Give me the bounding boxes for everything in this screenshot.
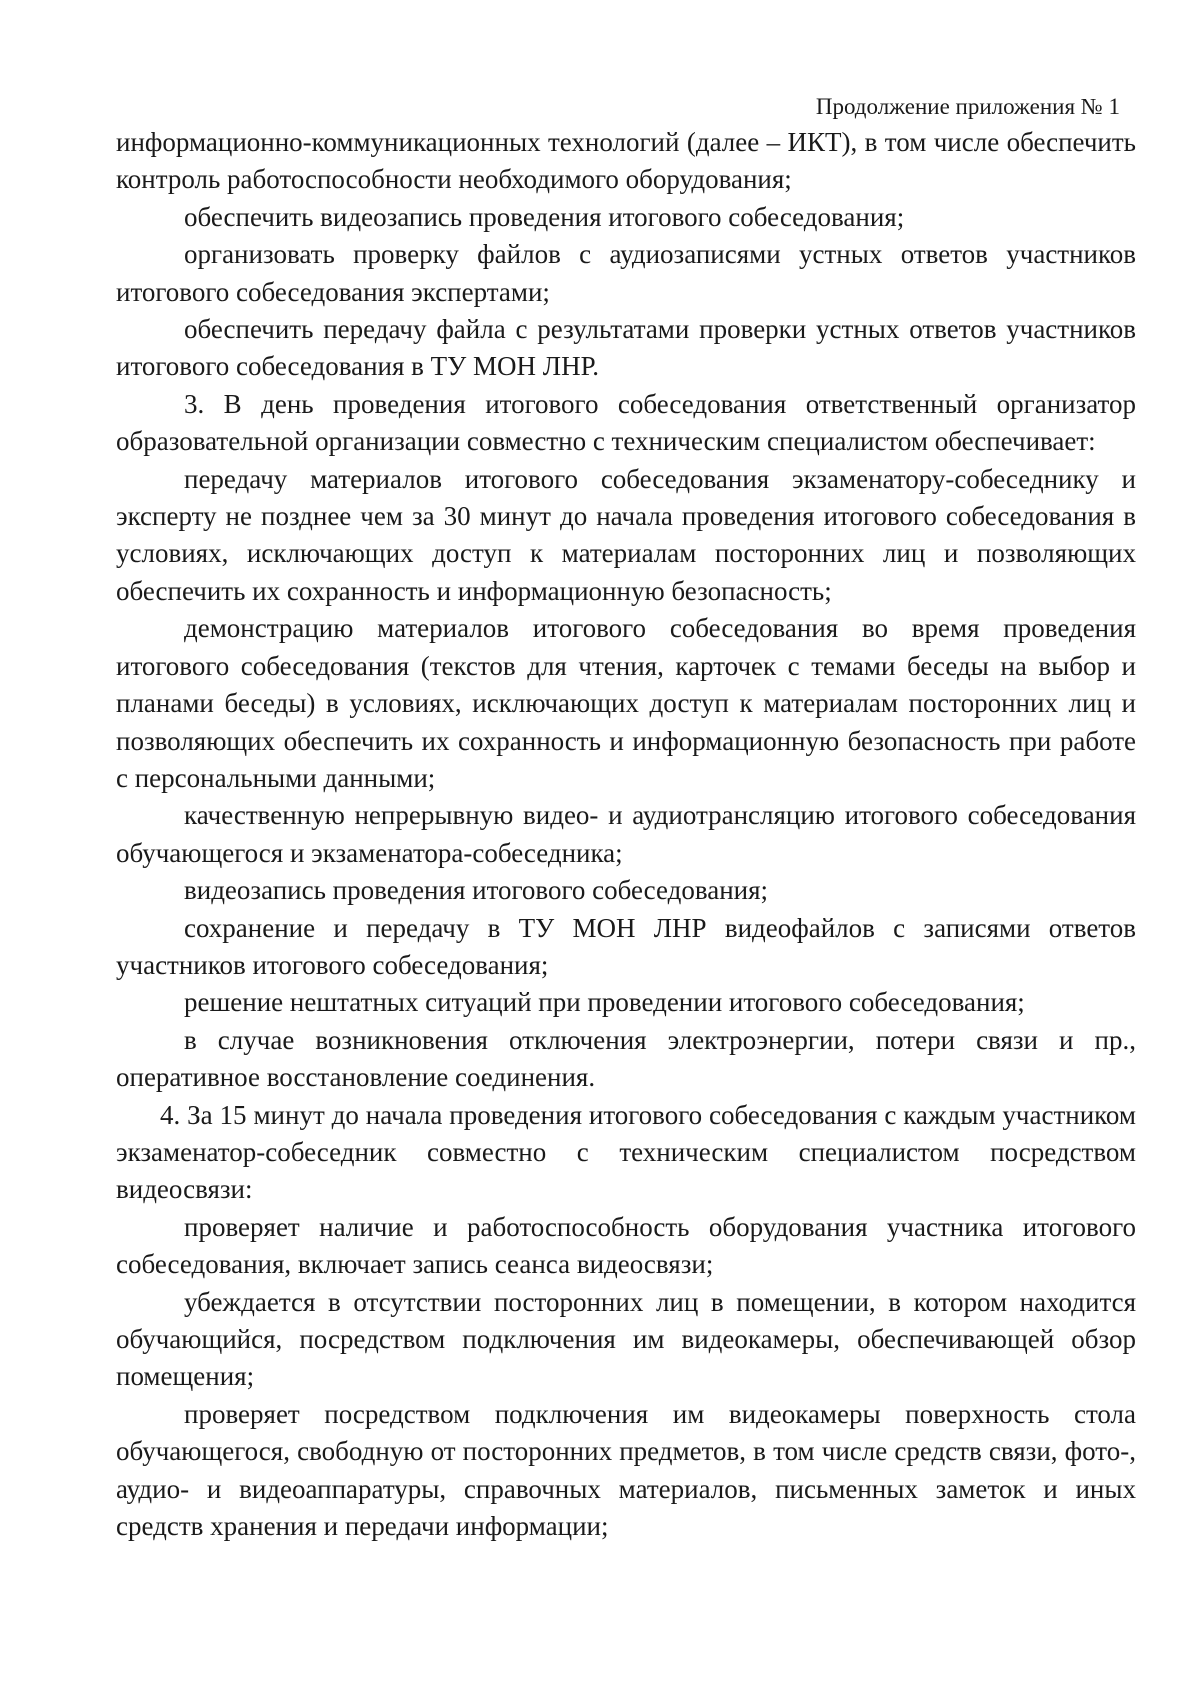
paragraph-item-3: 3. В день проведения итогового собеседования ответственный организатор образовательной организации совместно с техническим специалистом обеспечивает: (116, 388, 1136, 457)
document-body (116, 124, 1136, 1545)
paragraph-equipment-check: проверяет наличие и работоспособность оборудования участника итогового собеседования, включает запись сеанса видеосвязи; (116, 1211, 1136, 1280)
paragraph-ict-continuation: информационно-коммуникационных технологий (далее – ИКТ), в том числе обеспечить контроль работоспособности необходимого оборудования; (116, 127, 1136, 195)
paragraph-video-record: видеозапись проведения итогового собеседования; (184, 875, 769, 906)
paragraph-audio-check: организовать проверку файлов с аудиозаписями устных ответов участников итогового собеседования экспертами; (116, 239, 1136, 307)
paragraph-room-check: убеждается в отсутствии посторонних лиц в помещении, в котором находится обучающийся, посредством подключения им видеокамеры, обеспечивающей обзор помещения; (116, 1286, 1136, 1392)
paragraph-materials-demo: демонстрацию материалов итогового собеседования во время проведения итогового собеседования (текстов для чтения, карточек с темами беседы на выбор и планами беседы) в условиях, исключающих доступ к материалам посторонних лиц и позволяющих обеспечить их сохранность и информационную безопасность при работе с персональными данными; (116, 613, 1136, 793)
paragraph-video-recording: обеспечить видеозапись проведения итогового собеседования; (184, 201, 905, 232)
paragraph-power-outage: в случае возникновения отключения электроэнергии, потери связи и пр., оперативное восстановление соединения. (116, 1024, 1136, 1093)
paragraph-results-transfer: обеспечить передачу файла с результатами проверки устных ответов участников итогового собеседования в ТУ МОН ЛНР. (116, 314, 1136, 382)
paragraph-video-files: сохранение и передачу в ТУ МОН ЛНР видеофайлов с записями ответов участников итогового собеседования; (116, 912, 1136, 980)
paragraph-materials-transfer: передачу материалов итогового собеседования экзаменатору-собеседнику и эксперту не позднее чем за 30 минут до начала проведения итогового собеседования в условиях, исключающих доступ к материалам посторонних лиц и позволяющих обеспечить их сохранность и информационную безопасность; (116, 463, 1136, 606)
appendix-continuation-note: Продолжение приложения № 1 (815, 94, 1120, 119)
paragraph-broadcast: качественную непрерывную видео- и аудиотрансляцию итогового собеседования обучающегося и экзаменатора-собеседника; (116, 800, 1136, 868)
paragraph-desk-check: проверяет посредством подключения им видеокамеры поверхность стола обучающегося, свободную от посторонних предметов, в том числе средств связи, фото-, аудио- и видеоаппаратуры, справочных материалов, письменных заметок и иных средств хранения и передачи информации; (116, 1398, 1136, 1542)
paragraph-item-4: 4. За 15 минут до начала проведения итогового собеседования с каждым участником экзаменатор-собеседник совместно с техническим специалистом посредством видеосвязи: (116, 1099, 1136, 1205)
paragraph-emergency: решение нештатных ситуаций при проведении итогового собеседования; (184, 987, 1025, 1018)
